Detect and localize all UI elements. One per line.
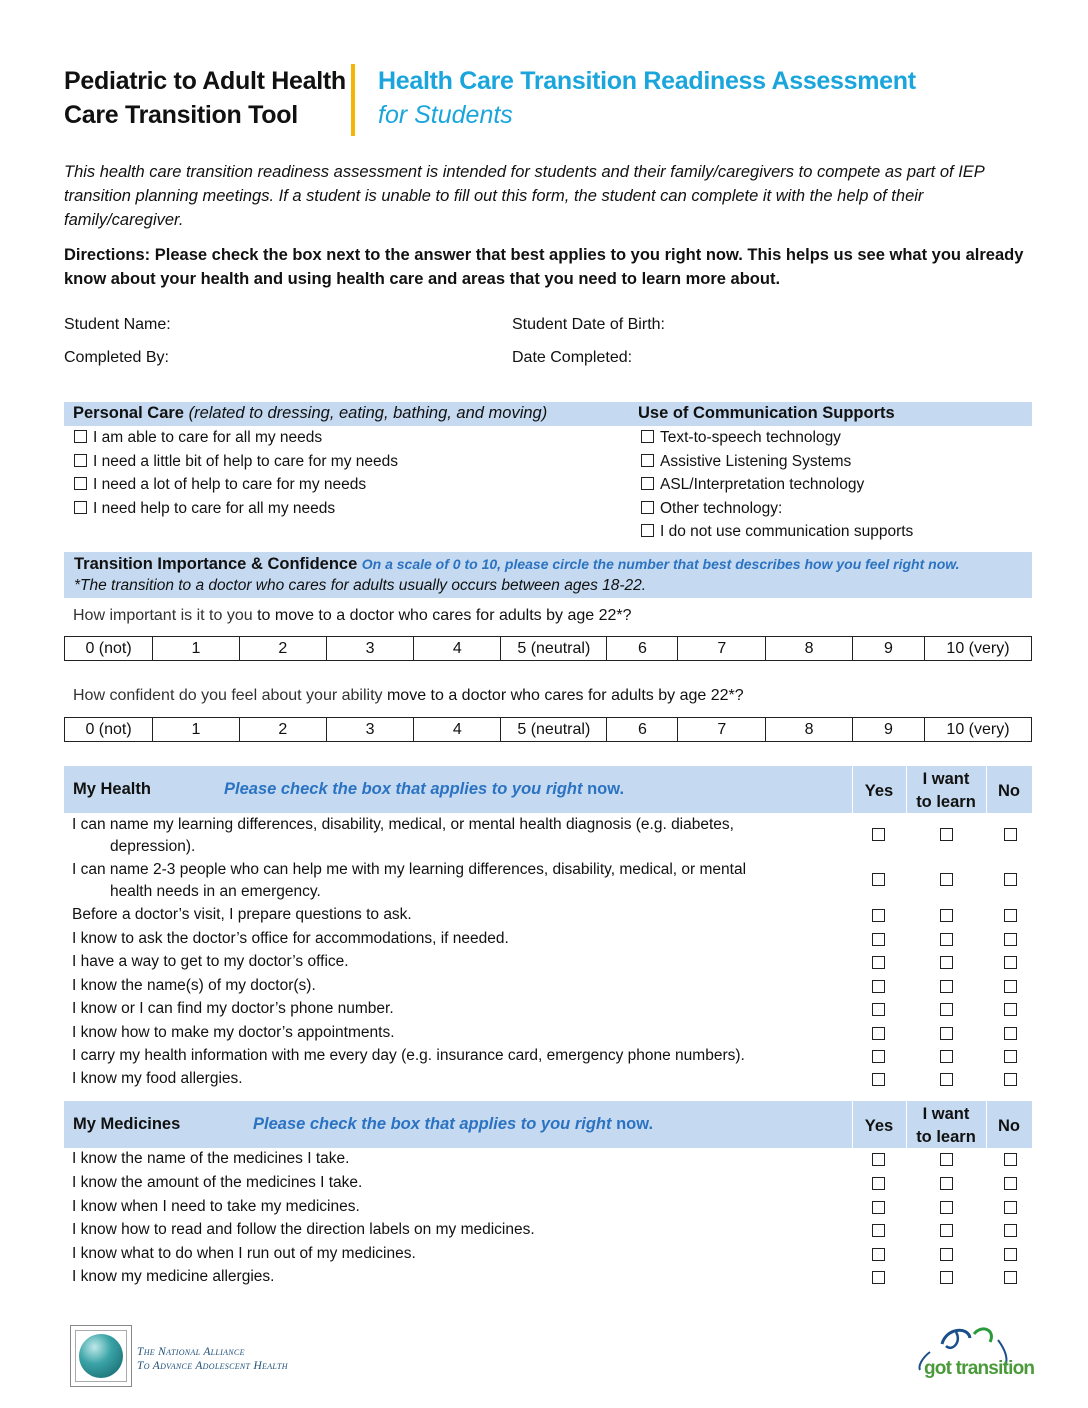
personal-care-option[interactable]: I need a lot of help to care for my needs [74,473,398,497]
checkbox-learn-icon[interactable] [940,1027,953,1040]
scale-option-6[interactable]: 6 [607,637,678,661]
directions-text: Directions: Please check the box next to the answer that best applies to you right now. This helps us see what you already know about your health and using health care and areas that you need to learn more about. [64,246,1024,288]
checklist-item-text [72,814,832,858]
col-want-to-learn: I want to learn [916,770,976,811]
checkbox-icon[interactable] [74,501,87,514]
scale-option-8[interactable]: 8 [766,718,853,742]
item-line: I know how to read and follow the direction labels on my medicines. [72,1221,535,1238]
item-line: I know my food allergies. [72,1070,243,1087]
scale-option-3[interactable]: 3 [326,718,414,742]
header-divider [351,64,355,136]
scale-option-10[interactable]: 10 (very) [924,718,1031,742]
checkbox-yes-icon[interactable] [872,828,885,841]
item-line: I know when I need to take my medicines. [72,1198,360,1215]
personal-care-option[interactable]: I am able to care for all my needs [74,426,398,450]
checkbox-icon[interactable] [74,430,87,443]
got-transition-logo-icon [912,1322,1035,1388]
communication-options [641,426,913,544]
item-line: I know to ask the doctor’s office for accommodations, if needed. [72,930,509,947]
band-divider [906,766,907,813]
col-no: No [998,1117,1020,1135]
item-line: I know what to do when I run out of my medicines. [72,1245,416,1262]
confidence-scale [64,717,1032,742]
scale-option-8[interactable]: 8 [766,637,853,661]
checkbox-icon[interactable] [641,430,654,443]
checkbox-no-icon[interactable] [1004,1050,1017,1063]
band-divider [852,766,853,813]
checkbox-yes-icon[interactable] [872,873,885,886]
checklist-item-text [72,951,832,973]
globe-logo-icon [70,1325,132,1387]
checkbox-learn-icon[interactable] [940,1224,953,1237]
item-line: I can name 2-3 people who can help me with my learning differences, disability, medical, or mental [72,861,747,878]
checkbox-learn-icon[interactable] [940,956,953,969]
checklist-item-text [72,975,832,997]
checkbox-yes-icon[interactable] [872,1050,885,1063]
checkbox-yes-icon[interactable] [872,1248,885,1261]
scale-option-2[interactable]: 2 [239,637,326,661]
scale-option-2[interactable]: 2 [239,718,326,742]
checkbox-yes-icon[interactable] [872,1177,885,1190]
scale-option-5[interactable]: 5 (neutral) [501,637,607,661]
checkbox-no-icon[interactable] [1004,956,1017,969]
my-health-instruction: Please check the box that applies to you right now. [224,780,625,798]
my-medicines-instruction: Please check the box that applies to you right now. [253,1115,654,1133]
checkbox-no-icon[interactable] [1004,980,1017,993]
checkbox-no-icon[interactable] [1004,1003,1017,1016]
assessment-subtitle: for Students [378,101,513,129]
checkbox-no-icon[interactable] [1004,1248,1017,1261]
item-line: I carry my health information with me every day (e.g. insurance card, emergency phone numbers). [72,1047,745,1064]
checkbox-icon[interactable] [74,477,87,490]
tool-title [64,64,346,132]
checkbox-no-icon[interactable] [1004,933,1017,946]
personal-care-option[interactable]: I need a little bit of help to care for my needs [74,450,398,474]
checkbox-learn-icon[interactable] [940,1271,953,1284]
checkbox-no-icon[interactable] [1004,828,1017,841]
got-transition-wordmark: got transition [924,1358,1035,1379]
assessment-title-block [378,64,916,132]
checklist-item-text [72,904,832,926]
checklist-item-text [72,1148,832,1170]
item-line: I know my medicine allergies. [72,1268,275,1285]
item-line: I know the name(s) of my doctor(s). [72,977,316,994]
checklist-item-text [72,1196,832,1218]
item-line: depression). [110,838,196,855]
checkbox-learn-icon[interactable] [940,1248,953,1261]
band-divider [852,1101,853,1148]
scale-option-7[interactable]: 7 [678,637,766,661]
communication-option[interactable]: Assistive Listening Systems [641,450,913,474]
transition-instruction: On a scale of 0 to 10, please circle the number that best describes how you feel right now. [361,556,960,572]
checklist-item-text [72,998,832,1020]
checkbox-icon[interactable] [74,454,87,467]
band-divider [906,1101,907,1148]
checklist-item-text [72,1022,832,1044]
tool-title-line1: Pediatric to Adult Health [64,67,346,95]
tool-title-line2: Care Transition Tool [64,101,298,129]
checklist-item-text [72,1045,832,1067]
communication-option[interactable]: ASL/Interpretation technology [641,473,913,497]
checkbox-icon[interactable] [641,477,654,490]
scale-option-7[interactable]: 7 [678,718,766,742]
checklist-item-text [72,1068,832,1090]
scale-option-1[interactable]: 1 [153,718,240,742]
scale-option-1[interactable]: 1 [153,637,240,661]
item-line: I have a way to get to my doctor’s office. [72,953,349,970]
checkbox-yes-icon[interactable] [872,980,885,993]
checkbox-icon[interactable] [641,501,654,514]
scale-option-4[interactable]: 4 [414,718,501,742]
communication-option[interactable]: Text-to-speech technology [641,426,913,450]
communication-title: Use of Communication Supports [638,404,895,422]
checkbox-yes-icon[interactable] [872,1201,885,1214]
checkbox-icon[interactable] [641,524,654,537]
checkbox-no-icon[interactable] [1004,909,1017,922]
checkbox-yes-icon[interactable] [872,933,885,946]
item-line: I can name my learning differences, disability, medical, or mental health diagnosis (e.g. diabetes, [72,816,734,833]
assessment-title: Health Care Transition Readiness Assessment [378,67,916,95]
checkbox-yes-icon[interactable] [872,1271,885,1284]
checkbox-no-icon[interactable] [1004,1027,1017,1040]
my-medicines-title: My Medicines [73,1115,181,1133]
checkbox-no-icon[interactable] [1004,1177,1017,1190]
col-no: No [998,782,1020,800]
scale-option-10[interactable]: 10 (very) [924,637,1031,661]
checkbox-learn-icon[interactable] [940,1050,953,1063]
checkbox-yes-icon[interactable] [872,909,885,922]
completed-by-field[interactable]: Completed By: [64,349,169,366]
col-want-to-learn: I want to learn [916,1105,976,1146]
importance-question: How important is it to you to move to a doctor who cares for adults by age 22*? [73,607,632,624]
checklist-item-text [72,1266,832,1288]
checkbox-yes-icon[interactable] [872,1153,885,1166]
checklist-item-text [72,859,832,903]
checklist-item-text [72,1219,832,1241]
date-completed-field[interactable]: Date Completed: [512,349,633,366]
checkbox-learn-icon[interactable] [940,909,953,922]
checkbox-yes-icon[interactable] [872,1003,885,1016]
checkbox-yes-icon[interactable] [872,956,885,969]
transition-note: *The transition to a doctor who cares for adults usually occurs between ages 18-22. [74,577,647,594]
col-yes: Yes [864,782,894,800]
checkbox-learn-icon[interactable] [940,1153,953,1166]
personal-care-title: Personal Care [73,404,184,422]
checkbox-no-icon[interactable] [1004,1073,1017,1086]
student-dob-field[interactable]: Student Date of Birth: [512,316,665,333]
checkbox-learn-icon[interactable] [940,828,953,841]
checklist-item-text [72,928,832,950]
checklist-item-text [72,1172,832,1194]
communication-option[interactable]: Other technology: [641,497,913,521]
transition-heading [74,555,960,574]
item-line: I know or I can find my doctor’s phone number. [72,1000,394,1017]
checkbox-no-icon[interactable] [1004,1271,1017,1284]
scale-option-5[interactable]: 5 (neutral) [501,718,607,742]
scale-option-9[interactable]: 9 [852,718,924,742]
item-line: Before a doctor’s visit, I prepare questions to ask. [72,906,412,923]
personal-care-heading [73,404,547,423]
personal-care-subtitle: (related to dressing, eating, bathing, and moving) [188,404,548,422]
checkbox-learn-icon[interactable] [940,933,953,946]
checkbox-yes-icon[interactable] [872,1224,885,1237]
col-yes: Yes [864,1117,894,1135]
band-divider [986,766,987,813]
checkbox-yes-icon[interactable] [872,1027,885,1040]
checkbox-no-icon[interactable] [1004,873,1017,886]
checkbox-icon[interactable] [641,454,654,467]
item-line: health needs in an emergency. [110,883,321,900]
checkbox-no-icon[interactable] [1004,1153,1017,1166]
checkbox-no-icon[interactable] [1004,1224,1017,1237]
scale-option-3[interactable]: 3 [326,637,414,661]
checkbox-learn-icon[interactable] [940,873,953,886]
scale-option-0[interactable]: 0 (not) [65,718,153,742]
intro-text: This health care transition readiness assessment is intended for students and their family/caregivers to compete as part of IEP transition planning meetings. If a student is unable to fill out this form, the student can complete it with the help of their family/caregiver. [64,163,985,229]
importance-scale [64,636,1032,661]
checklist-item-text [72,1243,832,1265]
checkbox-learn-icon[interactable] [940,1177,953,1190]
personal-care-option[interactable]: I need help to care for all my needs [74,497,398,521]
my-health-title: My Health [73,780,151,798]
alliance-name: The National Alliance To Advance Adolescent Health [137,1346,288,1372]
checkbox-learn-icon[interactable] [940,1073,953,1086]
scale-option-6[interactable]: 6 [607,718,678,742]
communication-option[interactable]: I do not use communication supports [641,520,913,544]
confidence-question: How confident do you feel about your ability move to a doctor who cares for adults by age 22*? [73,687,744,704]
transition-title: Transition Importance & Confidence [74,555,358,573]
checkbox-learn-icon[interactable] [940,980,953,993]
band-divider [986,1101,987,1148]
checkbox-yes-icon[interactable] [872,1073,885,1086]
scale-option-4[interactable]: 4 [414,637,501,661]
item-line: I know the name of the medicines I take. [72,1150,350,1167]
personal-care-options [74,426,398,520]
checkbox-learn-icon[interactable] [940,1003,953,1016]
item-line: I know how to make my doctor’s appointments. [72,1024,395,1041]
scale-option-0[interactable]: 0 (not) [65,637,153,661]
item-line: I know the amount of the medicines I take. [72,1174,363,1191]
checkbox-learn-icon[interactable] [940,1201,953,1214]
student-name-field[interactable]: Student Name: [64,316,171,333]
checkbox-no-icon[interactable] [1004,1201,1017,1214]
scale-option-9[interactable]: 9 [852,637,924,661]
